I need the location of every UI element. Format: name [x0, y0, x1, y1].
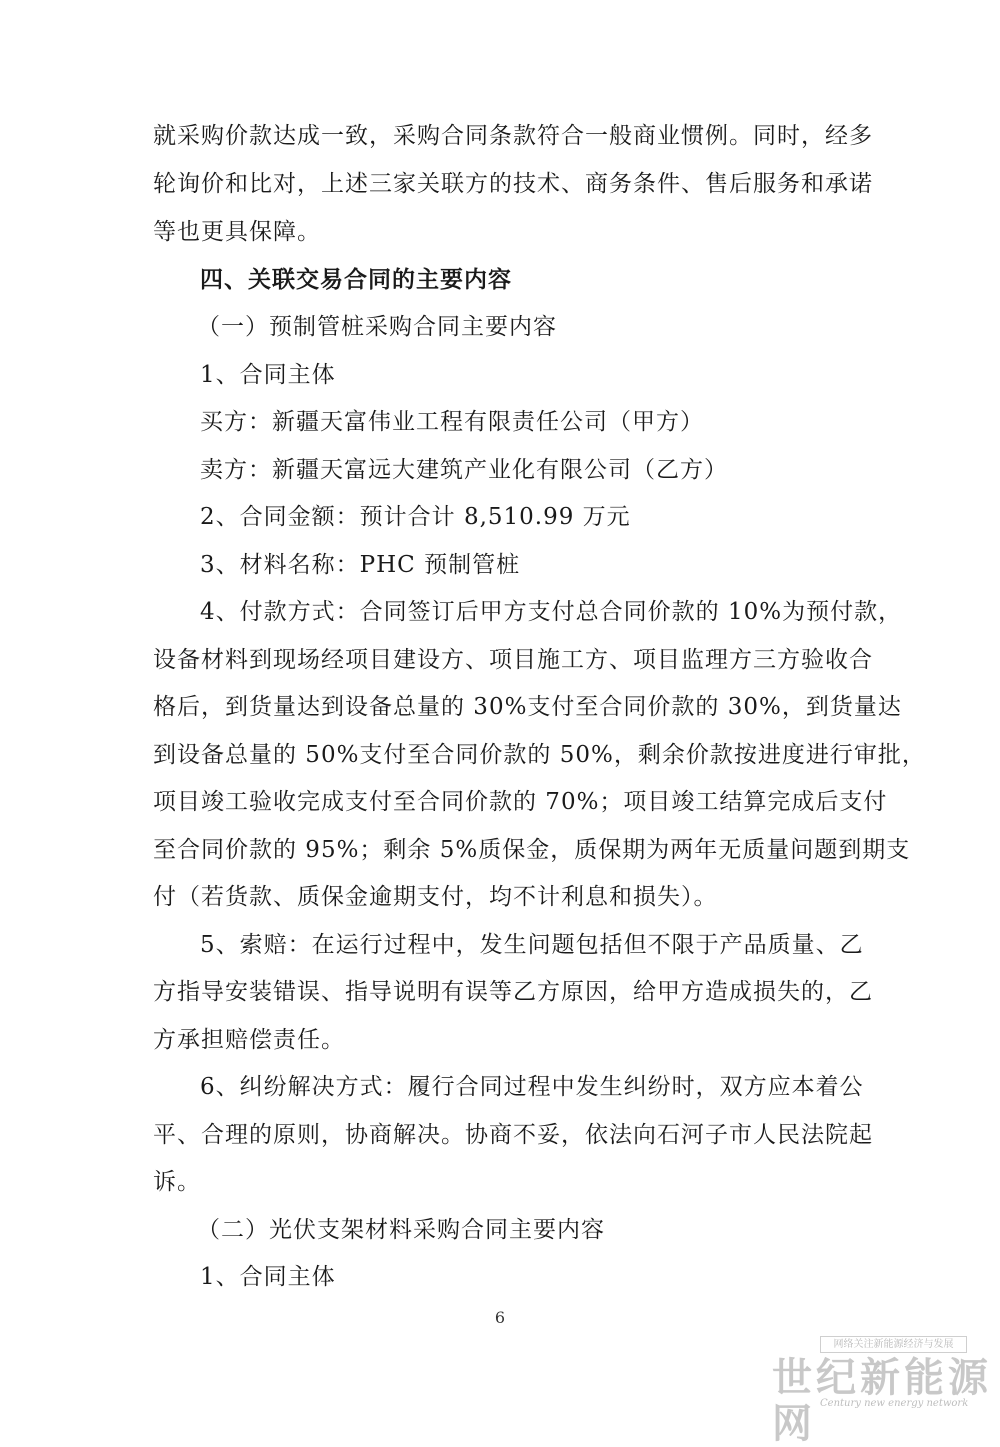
section-heading: 四、关联交易合同的主要内容: [200, 266, 512, 293]
paragraph-line: 2、合同金额：预计合计 8,510.99 万元: [200, 504, 631, 530]
paragraph-line: 1、合同主体: [200, 362, 336, 388]
paragraph-line: 卖方：新疆天富远大建筑产业化有限公司（乙方）: [200, 457, 728, 483]
paragraph-line: 5、索赔：在运行过程中，发生问题包括但不限于产品质量、乙: [200, 932, 864, 958]
subsection-heading: （二）光伏支架材料采购合同主要内容: [197, 1217, 605, 1243]
paragraph-line: 就采购价款达成一致，采购合同条款符合一般商业惯例。同时，经多: [153, 123, 873, 149]
paragraph-line: 方指导安装错误、指导说明有误等乙方原因，给甲方造成损失的，乙: [153, 979, 873, 1005]
paragraph-line: 方承担赔偿责任。: [153, 1027, 345, 1053]
paragraph-line: 等也更具保障。: [153, 219, 321, 245]
paragraph-line: 设备材料到现场经项目建设方、项目施工方、项目监理方三方验收合: [153, 647, 873, 673]
paragraph-line: 买方：新疆天富伟业工程有限责任公司（甲方）: [200, 409, 704, 435]
paragraph-line: 6、纠纷解决方式：履行合同过程中发生纠纷时，双方应本着公: [200, 1074, 864, 1100]
watermark-logo-text: 世纪新能源网: [772, 1354, 992, 1447]
paragraph-line: 诉。: [153, 1169, 201, 1195]
paragraph-line: 轮询价和比对，上述三家关联方的技术、商务条件、售后服务和承诺: [153, 171, 873, 197]
paragraph-line: 4、付款方式：合同签订后甲方支付总合同价款的 10%为预付款，: [200, 599, 903, 625]
paragraph-line: 平、合理的原则，协商解决。协商不妥，依法向石河子市人民法院起: [153, 1122, 873, 1148]
paragraph-line: 格后，到货量达到设备总量的 30%支付至合同价款的 30%，到货量达: [153, 694, 902, 720]
watermark-tagline: 网络关注新能源经济与发展: [820, 1336, 967, 1353]
watermark-subtitle: Century new energy network: [820, 1398, 969, 1409]
paragraph-line: 项目竣工验收完成支付至合同价款的 70%；项目竣工结算完成后支付: [153, 789, 888, 815]
paragraph-line: 1、合同主体: [200, 1264, 336, 1290]
page-number: 6: [494, 1308, 506, 1327]
paragraph-line: 付（若货款、质保金逾期支付，均不计利息和损失）。: [153, 884, 718, 910]
paragraph-line: 至合同价款的 95%；剩余 5%质保金，质保期为两年无质量问题到期支: [153, 837, 911, 863]
subsection-heading: （一）预制管桩采购合同主要内容: [197, 314, 557, 340]
paragraph-line: 3、材料名称：PHC 预制管桩: [200, 552, 521, 578]
paragraph-line: 到设备总量的 50%支付至合同价款的 50%，剩余价款按进度进行审批，: [153, 742, 926, 768]
